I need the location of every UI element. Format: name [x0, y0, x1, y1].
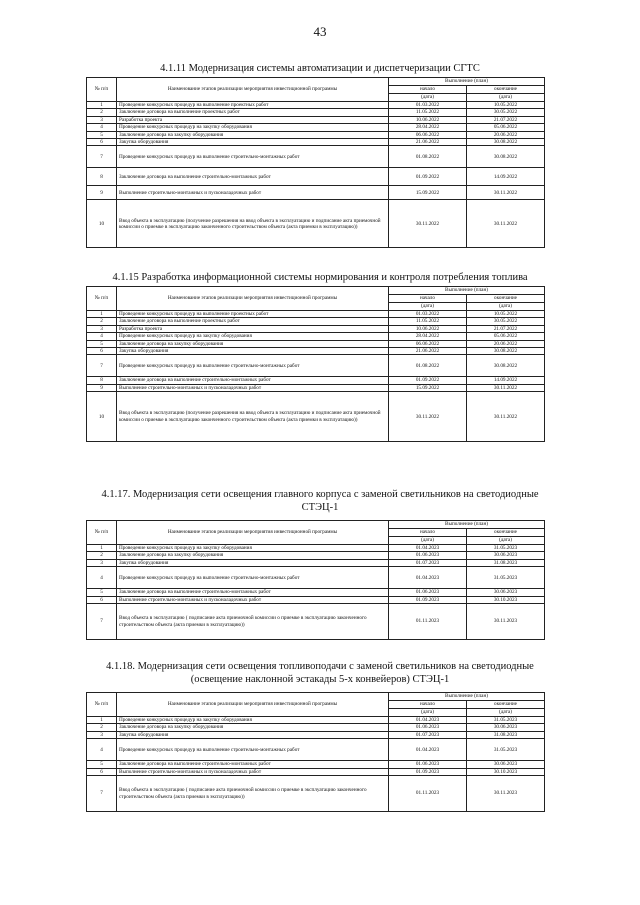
header-num: № п/п — [87, 521, 117, 545]
section-4-1-11 — [0, 62, 640, 248]
row-start-date: 01.09.2022 — [389, 377, 467, 384]
page-number: 43 — [313, 24, 327, 39]
row-number: 4 — [87, 567, 117, 589]
row-stage: Заключение договора на выполнение проектных работ — [117, 318, 389, 325]
row-end-date: 31.05.2023 — [467, 739, 545, 761]
row-stage: Заключение договора на выполнение проектных работ — [117, 109, 389, 116]
row-start-date: 28.04.2022 — [389, 124, 467, 131]
row-end-date: 30.11.2022 — [467, 186, 545, 200]
header-num: № п/п — [87, 287, 117, 311]
row-end-date: 30.11.2022 — [467, 200, 545, 248]
row-stage: Заключение договора на закупку оборудования — [117, 131, 389, 138]
row-stage: Проведение конкурсных процедур на выполнение строительно-монтажных работ — [117, 146, 389, 168]
row-number: 6 — [87, 596, 117, 603]
row-stage: Проведение конкурсных процедур на закупку оборудования — [117, 717, 389, 724]
row-end-date: 21.07.2022 — [467, 116, 545, 123]
section-title-line2: (освещение наклонной эстакады 5-х конвейеров) СТЭЦ-1 — [190, 674, 450, 685]
row-end-date: 30.08.2022 — [467, 146, 545, 168]
row-end-date: 05.06.2022 — [467, 124, 545, 131]
row-stage: Проведение конкурсных процедур на закупку оборудования — [117, 545, 389, 552]
schedule-table — [86, 77, 545, 248]
row-end-date: 30.06.2023 — [467, 761, 545, 768]
row-number: 7 — [87, 146, 117, 168]
row-stage: Заключение договора на закупку оборудования — [117, 724, 389, 731]
row-start-date: 01.09.2022 — [389, 168, 467, 186]
header-date: (дата) — [389, 94, 467, 102]
row-stage: Ввод объекта в эксплуатацию ( подписание акта приемочной комиссии о приемке в эксплуатацию законченного строительством объекта (акта приемки в эксплуатацию)) — [117, 604, 389, 640]
row-stage: Закупка оборудования — [117, 139, 389, 146]
row-end-date: 30.06.2023 — [467, 589, 545, 596]
row-start-date: 01.08.2022 — [389, 146, 467, 168]
row-number: 10 — [87, 392, 117, 442]
table-row — [87, 124, 545, 131]
row-start-date: 01.06.2023 — [389, 724, 467, 731]
table-row — [87, 392, 545, 442]
row-number: 3 — [87, 325, 117, 332]
row-end-date: 30.11.2023 — [467, 604, 545, 640]
row-number: 4 — [87, 739, 117, 761]
row-number: 7 — [87, 776, 117, 812]
row-end-date: 31.05.2023 — [467, 717, 545, 724]
table-row — [87, 545, 545, 552]
row-end-date: 30.11.2022 — [467, 392, 545, 442]
row-start-date: 01.04.2023 — [389, 545, 467, 552]
row-start-date: 01.03.2022 — [389, 311, 467, 318]
row-start-date: 01.09.2023 — [389, 596, 467, 603]
schedule-table — [86, 692, 545, 812]
row-number: 2 — [87, 724, 117, 731]
row-start-date: 01.03.2022 — [389, 102, 467, 109]
row-start-date: 11.05.2022 — [389, 318, 467, 325]
schedule-table — [86, 286, 545, 442]
table-row — [87, 776, 545, 812]
row-end-date: 21.07.2022 — [467, 325, 545, 332]
row-number: 5 — [87, 131, 117, 138]
row-stage: Ввод объекта в эксплуатацию (получение разрешения на ввод объекта в эксплуатацию и подписание акта приемочной комиссии о приемке в эксплуатацию законченного строительством объекта (акта приемки в эксплуатацию)) — [117, 200, 389, 248]
section-title: 4.1.15 Разработка информационной системы нормирования и контроля потребления топлива — [112, 272, 528, 283]
row-number: 8 — [87, 168, 117, 186]
row-end-date: 30.06.2023 — [467, 552, 545, 559]
section-4-1-17 — [0, 488, 640, 640]
row-number: 6 — [87, 768, 117, 775]
header-execution: Выполнение (план) — [389, 78, 545, 86]
row-number: 2 — [87, 318, 117, 325]
row-end-date: 20.06.2022 — [467, 340, 545, 347]
row-end-date: 30.05.2022 — [467, 109, 545, 116]
section-title: 4.1.18. Модернизация сети освещения топливоподачи с заменой светильников на светодиодные — [106, 661, 534, 672]
section-title: 4.1.17. Модернизация сети освещения главного корпуса с заменой светильников на светодиодные — [101, 489, 539, 500]
row-stage: Выполнение строительно-монтажных и пусконаладочных работ — [117, 384, 389, 391]
header-num: № п/п — [87, 78, 117, 102]
row-end-date: 31.05.2023 — [467, 545, 545, 552]
row-number: 5 — [87, 589, 117, 596]
row-number: 1 — [87, 102, 117, 109]
row-number: 4 — [87, 333, 117, 340]
row-start-date: 01.08.2022 — [389, 355, 467, 377]
table-row — [87, 139, 545, 146]
row-start-date: 06.06.2022 — [389, 131, 467, 138]
row-start-date: 01.09.2023 — [389, 768, 467, 775]
row-stage: Заключение договора на выполнение строительно-монтажных работ — [117, 168, 389, 186]
row-end-date: 30.10.2023 — [467, 596, 545, 603]
row-start-date: 10.06.2022 — [389, 325, 467, 332]
table-row — [87, 739, 545, 761]
table-row — [87, 552, 545, 559]
row-stage: Проведение конкурсных процедур на выполнение строительно-монтажных работ — [117, 355, 389, 377]
row-number: 1 — [87, 311, 117, 318]
row-start-date: 11.05.2022 — [389, 109, 467, 116]
row-end-date: 10.05.2022 — [467, 102, 545, 109]
header-date: (дата) — [389, 709, 467, 717]
table-row — [87, 168, 545, 186]
section-4-1-15 — [0, 271, 640, 442]
table-row — [87, 589, 545, 596]
row-number: 3 — [87, 116, 117, 123]
table-row — [87, 200, 545, 248]
table-row — [87, 717, 545, 724]
row-stage: Заключение договора на выполнение строительно-монтажных работ — [117, 761, 389, 768]
row-number: 2 — [87, 109, 117, 116]
header-end: окончание — [467, 86, 545, 94]
row-stage: Заключение договора на закупку оборудования — [117, 552, 389, 559]
table-row — [87, 186, 545, 200]
row-start-date: 15.09.2022 — [389, 186, 467, 200]
row-end-date: 20.06.2022 — [467, 131, 545, 138]
row-number: 6 — [87, 348, 117, 355]
row-number: 3 — [87, 559, 117, 566]
header-stage: Наименование этапов реализации мероприятия инвестиционной программы — [117, 287, 389, 311]
row-end-date: 30.10.2023 — [467, 768, 545, 775]
row-start-date: 01.06.2023 — [389, 761, 467, 768]
row-number: 4 — [87, 124, 117, 131]
row-start-date: 21.06.2022 — [389, 139, 467, 146]
header-end: окончание — [467, 529, 545, 537]
row-start-date: 06.06.2022 — [389, 340, 467, 347]
row-start-date: 01.04.2023 — [389, 739, 467, 761]
row-stage: Выполнение строительно-монтажных и пусконаладочных работ — [117, 768, 389, 775]
row-stage: Проведение конкурсных процедур на выполнение строительно-монтажных работ — [117, 739, 389, 761]
table-row — [87, 768, 545, 775]
header-start: начало — [389, 529, 467, 537]
row-stage: Ввод объекта в эксплуатацию ( подписание акта приемочной комиссии о приемке в эксплуатацию законченного строительством объекта (акта приемки в эксплуатацию)) — [117, 776, 389, 812]
header-date: (дата) — [467, 94, 545, 102]
row-stage: Заключение договора на выполнение строительно-монтажных работ — [117, 377, 389, 384]
row-end-date: 30.08.2022 — [467, 355, 545, 377]
table-row — [87, 340, 545, 347]
row-start-date: 01.07.2023 — [389, 559, 467, 566]
row-stage: Проведение конкурсных процедур на закупку оборудования — [117, 333, 389, 340]
row-start-date: 01.04.2023 — [389, 717, 467, 724]
row-end-date: 31.08.2023 — [467, 731, 545, 738]
row-stage: Заключение договора на закупку оборудования — [117, 340, 389, 347]
header-start: начало — [389, 86, 467, 94]
header-execution: Выполнение (план) — [389, 693, 545, 701]
row-start-date: 28.04.2022 — [389, 333, 467, 340]
header-end: окончание — [467, 701, 545, 709]
row-end-date: 30.11.2023 — [467, 776, 545, 812]
table-row — [87, 131, 545, 138]
header-stage: Наименование этапов реализации мероприятия инвестиционной программы — [117, 78, 389, 102]
header-start: начало — [389, 701, 467, 709]
table-row — [87, 318, 545, 325]
row-stage: Ввод объекта в эксплуатацию (получение разрешения на ввод объекта в эксплуатацию и подписание акта приемочной комиссии о приемке в эксплуатацию законченного строительством объекта (акта приемки в эксплуатацию)) — [117, 392, 389, 442]
row-start-date: 01.11.2023 — [389, 776, 467, 812]
row-start-date: 21.06.2022 — [389, 348, 467, 355]
table-row — [87, 384, 545, 391]
table-row — [87, 567, 545, 589]
table-row — [87, 731, 545, 738]
row-stage: Выполнение строительно-монтажных и пусконаладочных работ — [117, 186, 389, 200]
row-end-date: 30.05.2022 — [467, 318, 545, 325]
row-stage: Выполнение строительно-монтажных и пусконаладочных работ — [117, 596, 389, 603]
row-stage: Разработка проекта — [117, 116, 389, 123]
header-date: (дата) — [389, 537, 467, 545]
row-start-date: 10.06.2022 — [389, 116, 467, 123]
row-number: 1 — [87, 717, 117, 724]
row-start-date: 01.07.2023 — [389, 731, 467, 738]
row-stage: Проведение конкурсных процедур на закупку оборудования — [117, 124, 389, 131]
table-row — [87, 761, 545, 768]
row-end-date: 30.11.2022 — [467, 384, 545, 391]
header-date: (дата) — [467, 709, 545, 717]
row-end-date: 30.08.2022 — [467, 139, 545, 146]
schedule-table — [86, 520, 545, 640]
table-row — [87, 116, 545, 123]
table-row — [87, 348, 545, 355]
row-number: 9 — [87, 384, 117, 391]
row-number: 7 — [87, 604, 117, 640]
header-execution: Выполнение (план) — [389, 287, 545, 295]
row-number: 5 — [87, 761, 117, 768]
header-execution: Выполнение (план) — [389, 521, 545, 529]
header-date: (дата) — [389, 303, 467, 311]
table-row — [87, 311, 545, 318]
row-stage: Закупка оборудования — [117, 348, 389, 355]
table-row — [87, 559, 545, 566]
header-num: № п/п — [87, 693, 117, 717]
row-stage: Разработка проекта — [117, 325, 389, 332]
row-number: 10 — [87, 200, 117, 248]
row-start-date: 01.06.2023 — [389, 589, 467, 596]
row-end-date: 30.06.2023 — [467, 724, 545, 731]
row-start-date: 30.11.2022 — [389, 200, 467, 248]
header-start: начало — [389, 295, 467, 303]
table-row — [87, 355, 545, 377]
row-start-date: 01.04.2023 — [389, 567, 467, 589]
row-stage: Закупка оборудования — [117, 559, 389, 566]
table-row — [87, 325, 545, 332]
header-stage: Наименование этапов реализации мероприятия инвестиционной программы — [117, 521, 389, 545]
row-stage: Проведение конкурсных процедур на выполнение строительно-монтажных работ — [117, 567, 389, 589]
table-row — [87, 102, 545, 109]
table-row — [87, 724, 545, 731]
section-title-line2: СТЭЦ-1 — [301, 502, 339, 513]
row-stage: Заключение договора на выполнение строительно-монтажных работ — [117, 589, 389, 596]
row-start-date: 15.09.2022 — [389, 384, 467, 391]
row-end-date: 31.05.2023 — [467, 567, 545, 589]
row-end-date: 14.09.2022 — [467, 377, 545, 384]
header-date: (дата) — [467, 537, 545, 545]
row-stage: Проведение конкурсных процедур на выполнение проектных работ — [117, 102, 389, 109]
header-end: окончание — [467, 295, 545, 303]
row-end-date: 31.08.2023 — [467, 559, 545, 566]
row-end-date: 10.05.2022 — [467, 311, 545, 318]
row-end-date: 05.06.2022 — [467, 333, 545, 340]
row-stage: Проведение конкурсных процедур на выполнение проектных работ — [117, 311, 389, 318]
row-start-date: 01.11.2023 — [389, 604, 467, 640]
row-number: 8 — [87, 377, 117, 384]
row-number: 9 — [87, 186, 117, 200]
section-4-1-18 — [0, 660, 640, 812]
row-start-date: 30.11.2022 — [389, 392, 467, 442]
row-number: 5 — [87, 340, 117, 347]
row-number: 7 — [87, 355, 117, 377]
row-number: 1 — [87, 545, 117, 552]
row-stage: Закупка оборудования — [117, 731, 389, 738]
table-row — [87, 377, 545, 384]
row-number: 2 — [87, 552, 117, 559]
table-row — [87, 596, 545, 603]
row-number: 3 — [87, 731, 117, 738]
row-number: 6 — [87, 139, 117, 146]
row-end-date: 30.08.2022 — [467, 348, 545, 355]
row-start-date: 01.06.2023 — [389, 552, 467, 559]
table-row — [87, 333, 545, 340]
table-row — [87, 146, 545, 168]
header-stage: Наименование этапов реализации мероприятия инвестиционной программы — [117, 693, 389, 717]
row-end-date: 14.09.2022 — [467, 168, 545, 186]
header-date: (дата) — [467, 303, 545, 311]
section-title: 4.1.11 Модернизация системы автоматизации и диспетчеризации СГТС — [160, 63, 480, 74]
table-row — [87, 604, 545, 640]
table-row — [87, 109, 545, 116]
